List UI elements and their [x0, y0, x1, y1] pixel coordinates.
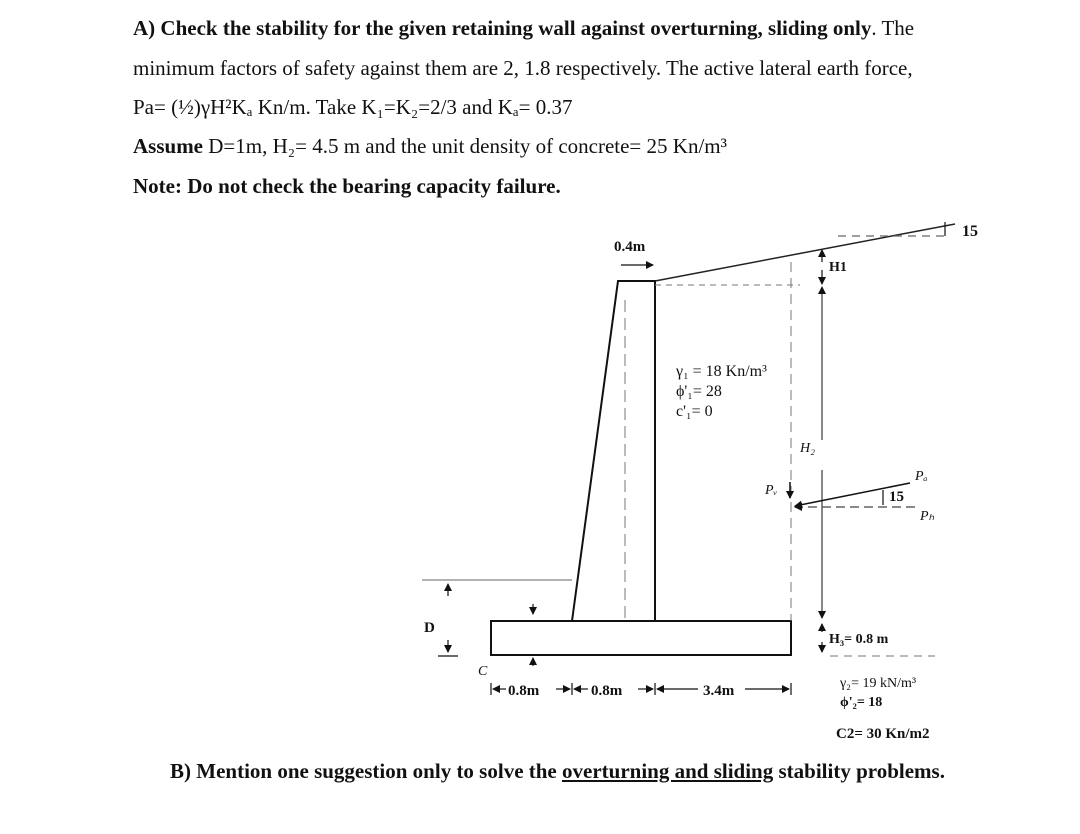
c1-label: c'₁= 0 — [676, 403, 713, 420]
stem-base-length-label: 0.8m — [591, 683, 623, 699]
pa-angle-label: 15 — [889, 489, 904, 505]
backfill-angle-label: 15 — [962, 223, 978, 240]
backfill-slope-line — [655, 224, 955, 281]
assume-values: D=1m, H₂= 4.5 m and the unit density of concrete= 25 Kn/m³ — [203, 134, 727, 158]
c2-label: C2= 30 Kn/m2 — [836, 726, 930, 742]
question-b-underlined: overturning and sliding — [562, 759, 774, 783]
h1-label: H1 — [829, 260, 847, 275]
heel-length-label: 3.4m — [703, 683, 735, 699]
question-a-line2: minimum factors of safety against them are 2, 1.8 respectively. The active lateral earth force, — [133, 56, 913, 80]
h3-label: H₃= 0.8 m — [829, 632, 889, 647]
h2-label: H₂ — [800, 441, 815, 456]
wall-stem — [572, 281, 655, 621]
wall-base-slab — [491, 621, 791, 655]
question-a-line1-suffix: . The — [871, 16, 915, 40]
gamma1-label: γ₁ = 18 Kn/m³ — [676, 363, 767, 380]
phi2-label: ϕ'₂= 18 — [840, 695, 883, 710]
pv-label: Pᵥ — [765, 483, 778, 498]
question-b-suffix: stability problems. — [773, 759, 945, 783]
phi1-label: ϕ'₁= 28 — [676, 383, 722, 400]
assume-label: Assume — [133, 134, 204, 158]
pa-label: Pₐ — [915, 469, 928, 484]
question-note: Note: Do not check the bearing capacity failure. — [133, 174, 561, 198]
question-a-emphasis: overturning, sliding only — [650, 16, 872, 40]
toe-length-label: 0.8m — [508, 683, 540, 699]
c-point-label: C — [478, 664, 488, 679]
ph-label: Pₕ — [920, 509, 935, 524]
d-label: D — [424, 620, 435, 636]
question-a-line3-formula: Pa= (½)γH²Kₐ Kn/m. Take K₁=K₂=2/3 and Kₐ= 0.37 — [133, 95, 573, 119]
stem-top-width-label: 0.4m — [614, 239, 646, 255]
gamma2-label: γ₂= 19 kN/m³ — [840, 676, 917, 691]
question-b-prefix: B) Mention one suggestion only to solve the — [170, 759, 563, 783]
question-a-label-text: A) Check the stability for the given retaining wall against — [133, 16, 651, 40]
